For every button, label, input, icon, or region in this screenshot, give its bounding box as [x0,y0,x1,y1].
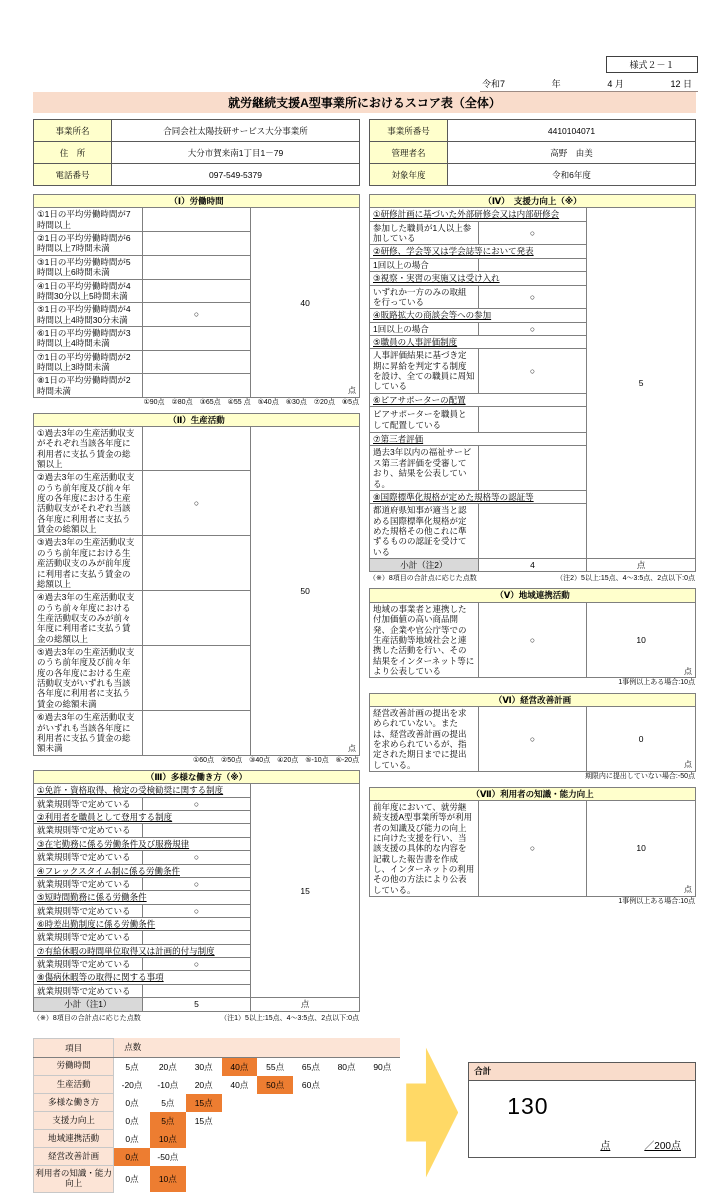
item-text: ①1日の平均労働時間が7時間以上 [34,208,143,232]
empty-cell [257,1094,293,1112]
info-row-address [34,142,360,164]
group-title: ⑥時差出勤制度に係る労働条件 [34,917,251,930]
item-text: ①過去3年の生産活動収支がそれぞれ当該各年度に利用者に支払う賃金の総額以上 [34,426,143,470]
date-month: 4 月 [607,79,624,89]
item-text: 就業規則等で定めている [34,797,143,810]
empty-cell [257,1130,293,1148]
selection-mark [142,711,251,755]
selection-mark: ○ [478,707,587,772]
score-option: 15点 [194,1115,213,1126]
item-text: 都道府県知事が適当と認める国際標準化規格が定めた規格その他これに準ずるものの認証を受けている [370,504,479,559]
item-text: いずれか一方のみの取組を行っている [370,285,479,309]
empty-cell [364,1076,400,1094]
selection-mark [142,374,251,398]
right-column [369,194,696,912]
section-3-diverse-work [33,770,360,1011]
summary-row-label: 利用者の知識・能力向上 [34,1166,114,1193]
info-row-target-year [370,164,696,186]
selection-mark [478,407,587,433]
item-text: 就業規則等で定めている [34,984,143,997]
empty-cell [293,1112,329,1130]
summary-row-label: 地域連携活動 [34,1130,114,1148]
date-day: 12 日 [670,79,692,89]
table-row [370,707,696,772]
info-value: 大分市賀来南1丁目1－79 [112,142,360,164]
section-4-support-improvement [369,194,696,572]
table-row [34,426,360,470]
item-text: 参加した職員が1人以上参加している [370,221,479,245]
group-title: ③在宅勤務に係る労働条件及び服務規律 [34,837,251,850]
office-info-right [369,119,696,186]
selection-mark [142,931,251,944]
empty-cell [329,1166,365,1193]
summary-row-community [34,1130,401,1148]
item-text: 1回以上の場合 [370,258,479,271]
selection-mark: ○ [478,221,587,245]
selection-mark [142,426,251,470]
empty-cell [364,1130,400,1148]
total-unit-line [600,1137,681,1152]
selection-mark [142,536,251,591]
total-max: ／200点 [644,1140,681,1152]
info-value: 097-549-5379 [112,164,360,186]
selection-mark: ○ [142,904,251,917]
section-score: 10 [636,634,646,645]
item-text: ⑧1日の平均労働時間が2時間未満 [34,374,143,398]
info-value: 合同会社太陽技研サービス大分事業所 [112,120,360,142]
total-unit: 点 [600,1140,611,1152]
score-option: 5点 [125,1061,139,1072]
summary-row-label: 経営改善計画 [34,1148,114,1166]
empty-cell [364,1148,400,1166]
summary-row-management-plan [34,1148,401,1166]
date-year-label: 年 [551,79,561,89]
summary-row-work-hours [34,1057,401,1076]
selection-mark: ○ [142,471,251,536]
subtotal-unit: 点 [251,998,360,1011]
score-unit: 点 [348,743,356,753]
item-text: ⑤1日の平均労働時間が4時間以上4時間30分未満 [34,303,143,327]
empty-cell [293,1130,329,1148]
item-text: 就業規則等で定めている [34,851,143,864]
item-text: 過去3年以内の福祉サービス第三者評価を受審しており、結果を公表している。 [370,446,479,490]
footnote-note1: （注1）5以上:15点、4～3:5点、2点以下:0点 [220,1014,359,1022]
selection-mark [142,646,251,711]
summary-header-points: 点数 [114,1038,400,1057]
total-value: 130 [507,1092,549,1119]
empty-cell [257,1112,293,1130]
section-4-footnotes [369,573,695,583]
selection-mark [142,255,251,279]
score-unit: 点 [684,666,692,676]
score-option: 10点 [150,1166,186,1193]
empty-cell [186,1130,222,1148]
selection-mark: ○ [478,800,587,896]
empty-cell [329,1130,365,1148]
info-value: 4410104071 [448,120,696,142]
date-line [480,77,698,92]
section-header: （Ⅲ）多様な働き方（※） [34,771,360,784]
score-option: 80点 [337,1061,356,1072]
info-row-phone [34,164,360,186]
group-title: ①研修計画に基づいた外部研修会又は内部研修会 [370,208,587,221]
item-text: ⑦1日の平均労働時間が2時間以上3時間未満 [34,350,143,374]
score-option: 0点 [114,1148,150,1166]
right-arrow-icon [406,1044,458,1182]
info-label: 対象年度 [370,164,448,186]
score-option: 55点 [266,1061,285,1072]
subtotal-value: 5 [142,998,251,1011]
table-row [370,602,696,678]
section-6-management-plan [369,693,696,773]
score-unit: 点 [348,386,356,396]
summary-row-support [34,1112,401,1130]
summary-row-label: 労働時間 [34,1057,114,1076]
section-header: （Ⅵ）経営改善計画 [370,693,696,706]
info-label: 事業所番号 [370,120,448,142]
summary-row-label: 生産活動 [34,1076,114,1094]
score-option: 40点 [230,1079,249,1090]
empty-cell [222,1130,258,1148]
selection-mark [142,208,251,232]
table-row [34,784,360,797]
selection-mark [478,446,587,490]
section-score: 50 [300,585,310,596]
group-title: ②研修、学会等又は学会誌等において発表 [370,245,587,258]
item-text: ④過去3年の生産活動収支のうち前々年度における生産活動収支のみが前々年度に利用者に支払う賃金の総額以上 [34,591,143,646]
score-option: 0点 [125,1173,139,1184]
empty-cell [329,1148,365,1166]
empty-cell [186,1166,222,1193]
subtotal-unit: 点 [587,559,696,572]
left-column [33,194,360,1028]
section-header: （Ⅰ）労働時間 [34,195,360,208]
info-row-manager [370,142,696,164]
summary-header-row [34,1038,401,1057]
selection-mark: ○ [478,322,587,335]
score-option: 0点 [125,1115,139,1126]
footnote-note2: （注2）5以上:15点、4～3:5点、2点以下:0点 [556,575,695,583]
section-score-cell [587,707,696,772]
group-title: ⑤職員の人事評価制度 [370,335,587,348]
summary-row-diverse-work [34,1094,401,1112]
form-code-box: 様式２－１ [606,56,698,73]
item-text: ②過去3年の生産活動収支のうち前年度及び前々年度の各年度における生産活動収支がそれぞれ当該各年度に利用者に支払う賃金の総額以上 [34,471,143,536]
group-title: ④販路拡大の商談会等への参加 [370,309,587,322]
selection-mark [142,350,251,374]
group-title: ①免許・資格取得、検定の受検勧奨に関する制度 [34,784,251,797]
item-text: ⑥1日の平均労働時間が3時間以上4時間未満 [34,326,143,350]
group-title: ⑦有給休暇の時間単位取得又は計画的付与制度 [34,944,251,957]
empty-cell [222,1112,258,1130]
subtotal-label: 小計（注1） [34,998,143,1011]
item-text: 人事評価結果に基づき定期に昇給を判定する制度を設け、全ての職員に周知している [370,349,479,393]
score-option: 30点 [194,1061,213,1072]
selection-mark: ○ [478,349,587,393]
office-info [33,119,696,186]
section-score-cell [587,602,696,678]
total-label: 合計 [469,1063,695,1081]
selection-mark [142,591,251,646]
score-option: 10点 [150,1130,186,1148]
section-score-cell [251,208,360,398]
group-title: ③視察・実習の実施又は受け入れ [370,272,587,285]
date-era-year: 令和7 [482,79,506,89]
info-label: 住 所 [34,142,112,164]
info-label: 管理者名 [370,142,448,164]
section-score: 10 [636,843,646,854]
section-header: （Ⅴ）地域連携活動 [370,589,696,602]
section-7-footnote: 1事例以上ある場合:10点 [618,898,695,906]
section-score: 15 [300,885,310,896]
summary-row-user-knowledge [34,1166,401,1193]
subtotal-row [34,998,360,1011]
section-1-footnote: ①90点 ②80点 ③65点 ④55 点 ⑤40点 ⑥30点 ⑦20点 ⑧5点 [143,399,359,407]
section-header: （Ⅳ） 支援力向上（※） [370,195,696,208]
subtotal-label: 小計（注2） [370,559,479,572]
info-label: 電話番号 [34,164,112,186]
empty-cell [364,1112,400,1130]
summary-row-label: 多様な働き方 [34,1094,114,1112]
section-7-user-knowledge [369,787,696,898]
score-option: 40点 [222,1057,258,1076]
item-text: 経営改善計画の提出を求められていない。または、経営改善計画の提出を求められているが、指定された期日までに提出している。 [370,707,479,772]
group-title: ⑧傷病休暇等の取得に関する事項 [34,971,251,984]
footnote-asterisk: （※）8項目の合計点に応じた点数 [33,1014,141,1022]
selection-mark: ○ [478,602,587,678]
empty-cell [293,1148,329,1166]
empty-cell [222,1094,258,1112]
empty-cell [257,1148,293,1166]
section-header: （Ⅱ）生産活動 [34,413,360,426]
score-option: 50点 [257,1076,293,1094]
empty-cell [329,1112,365,1130]
score-option: 15点 [186,1094,222,1112]
info-value: 令和6年度 [448,164,696,186]
section-score-cell [251,426,360,755]
section-score: 0 [638,733,644,744]
selection-mark [478,504,587,559]
empty-cell [293,1094,329,1112]
group-title: ⑥ピアサポーターの配置 [370,393,587,406]
section-score: 5 [638,378,644,389]
section-5-footnote: 1事例以上ある場合:10点 [618,679,695,687]
score-option: 20点 [194,1079,213,1090]
item-text: ピアサポーターを職員として配置している [370,407,479,433]
page-title: 就労継続支援A型事業所におけるスコア表（全体） [33,92,696,113]
section-score-cell [587,208,696,559]
total-body [469,1081,695,1157]
item-text: ③1日の平均労働時間が5時間以上6時間未満 [34,255,143,279]
selection-mark [142,326,251,350]
summary-row-production [34,1076,401,1094]
info-row-office-name [34,120,360,142]
selection-mark [478,258,587,271]
group-title: ②利用者を職員として登用する制度 [34,811,251,824]
item-text: 就業規則等で定めている [34,824,143,837]
subtotal-row [370,559,696,572]
item-text: ⑥過去3年の生産活動収支がいずれも当該各年度に利用者に支払う賃金の総額未満 [34,711,143,755]
section-score-cell [587,800,696,896]
footnote-asterisk: （※）8項目の合計点に応じた点数 [369,575,477,583]
item-text: 就業規則等で定めている [34,931,143,944]
group-title: ⑦第三者評価 [370,433,587,446]
item-text: 就業規則等で定めている [34,958,143,971]
section-1-work-hours [33,194,360,398]
table-row [370,208,696,221]
empty-cell [257,1166,293,1193]
table-row [34,208,360,232]
group-title: ⑤短時間勤務に係る労働条件 [34,891,251,904]
item-text: 地域の事業者と連携した付加価値の高い商品開発、企業や官公庁等での生産活動等地域社会と連携した活動を行い、その結果をインターネット等により公表している [370,602,479,678]
selection-mark: ○ [142,797,251,810]
empty-cell [186,1148,222,1166]
section-3-footnotes [33,1013,359,1023]
item-text: 就業規則等で定めている [34,877,143,890]
score-option: -10点 [157,1079,179,1090]
info-label: 事業所名 [34,120,112,142]
subtotal-value: 4 [478,559,587,572]
empty-cell [329,1094,365,1112]
score-unit: 点 [684,885,692,895]
selection-mark: ○ [142,877,251,890]
score-option: 0点 [125,1133,139,1144]
item-text: 前年度において、就労継続支援A型事業所等が利用者の知識及び能力の向上に向けた支援を行い、当該支援の具体的な内容を記載した報告書を作成し、インターネットの利用その他の方法により公表している。 [370,800,479,896]
section-5-community [369,588,696,678]
selection-mark: ○ [142,303,251,327]
info-row-office-number [370,120,696,142]
section-score-cell [251,784,360,998]
section-header: （Ⅶ）利用者の知識・能力向上 [370,787,696,800]
score-option: 90点 [373,1061,392,1072]
score-option: 5点 [150,1112,186,1130]
info-value: 高野 由美 [448,142,696,164]
section-2-footnote: ①60点 ②50点 ③40点 ④20点 ⑤-10点 ⑥-20点 [192,756,359,764]
score-unit: 点 [684,760,692,770]
total-box [468,1062,696,1158]
selection-mark [142,824,251,837]
score-option: 0点 [125,1097,139,1108]
summary-row-label: 支援力向上 [34,1112,114,1130]
selection-mark [142,279,251,303]
section-2-production [33,413,360,756]
empty-cell [364,1094,400,1112]
item-text: 1回以上の場合 [370,322,479,335]
item-text: ⑤過去3年の生産活動収支のうち前年度及び前々年度の各年度における生産活動収支がいずれも当該各年度に利用者に支払う賃金の総額未満 [34,646,143,711]
empty-cell [222,1148,258,1166]
score-option: -20点 [121,1079,143,1090]
score-option: 5点 [161,1097,175,1108]
score-option: -50点 [157,1151,179,1162]
group-title: ④フレックスタイム制に係る労働条件 [34,864,251,877]
empty-cell [222,1166,258,1193]
score-option: 65点 [301,1061,320,1072]
empty-cell [364,1166,400,1193]
group-title: ⑧国際標準化規格が定めた規格等の認証等 [370,490,587,503]
empty-cell [329,1076,365,1094]
selection-mark: ○ [142,958,251,971]
selection-mark: ○ [478,285,587,309]
section-6-footnote: 期限内に提出していない場合:-50点 [584,773,695,781]
item-text: ②1日の平均労働時間が6時間以上7時間未満 [34,232,143,256]
summary-header-item: 項目 [34,1038,114,1057]
summary-area [33,1038,696,1193]
empty-cell [293,1166,329,1193]
item-text: ③過去3年の生産活動収支のうち前年度における生産活動収支のみが前年度に利用者に支払う賃金の総額以上 [34,536,143,591]
summary-table [33,1038,400,1193]
score-option: 20点 [158,1061,177,1072]
office-info-left [33,119,360,186]
selection-mark: ○ [142,851,251,864]
section-score: 40 [300,297,310,308]
score-option: 60点 [301,1079,320,1090]
table-row [370,800,696,896]
item-text: 就業規則等で定めている [34,904,143,917]
item-text: ④1日の平均労働時間が4時間30分以上5時間未満 [34,279,143,303]
selection-mark [142,984,251,997]
selection-mark [142,232,251,256]
